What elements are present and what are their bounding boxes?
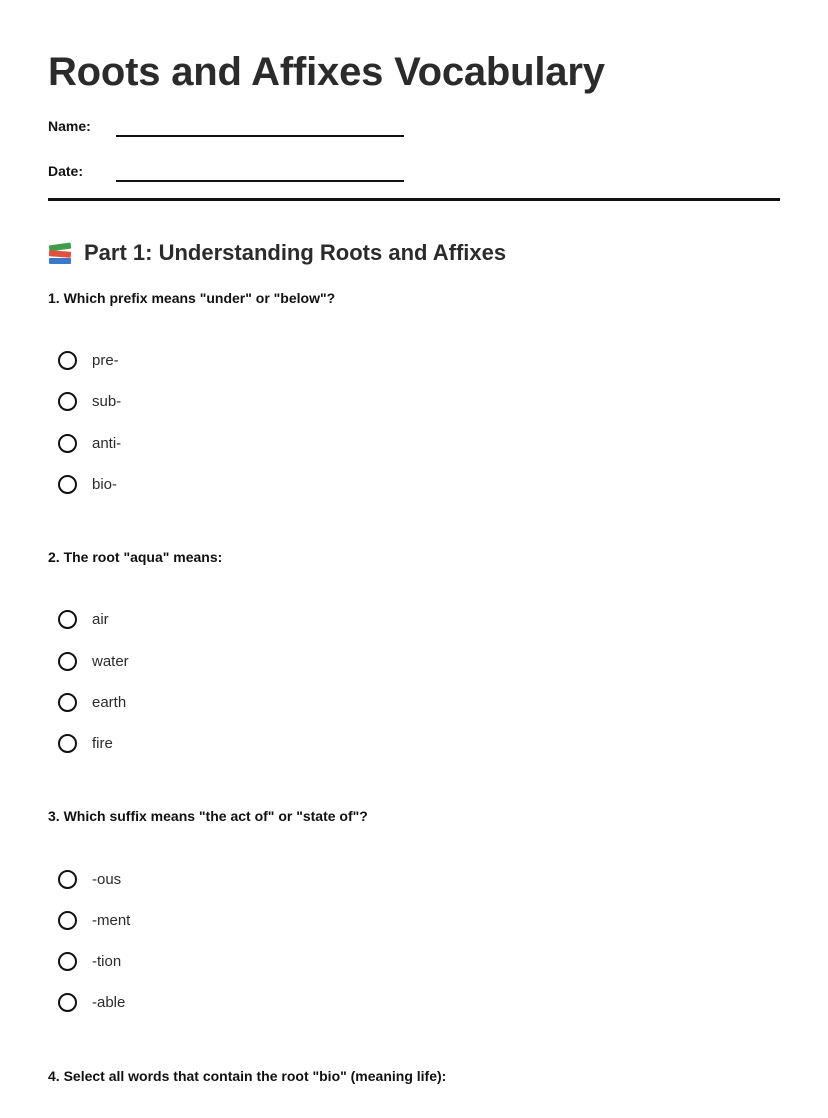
option-earth[interactable] xyxy=(48,682,780,723)
question-4 xyxy=(48,1067,780,1085)
option-ment[interactable] xyxy=(48,900,780,941)
radio-button[interactable] xyxy=(58,734,77,753)
question-1-options xyxy=(48,340,780,505)
option-label: water xyxy=(92,652,129,670)
question-3-options xyxy=(48,858,780,1023)
question-2-text: 2. The root "aqua" means: xyxy=(48,549,223,566)
radio-button[interactable] xyxy=(58,434,77,453)
books-icon xyxy=(48,241,74,265)
option-label: fire xyxy=(92,735,113,753)
question-3-text: 3. Which suffix means "the act of" or "state of"? xyxy=(48,808,368,825)
option-label: -ous xyxy=(92,870,122,888)
option-label: earth xyxy=(92,693,127,711)
option-tion[interactable] xyxy=(48,941,780,982)
option-label: sub- xyxy=(92,393,122,411)
option-label: pre- xyxy=(92,352,119,370)
section-title xyxy=(48,239,780,267)
radio-button[interactable] xyxy=(58,693,77,712)
option-label: -able xyxy=(92,994,126,1012)
option-sub[interactable] xyxy=(48,381,780,422)
section-title-text: Part 1: Understanding Roots and Affixes xyxy=(84,240,507,265)
question-1 xyxy=(48,289,780,505)
option-air[interactable] xyxy=(48,599,780,640)
option-label: -tion xyxy=(92,953,122,971)
question-2-options xyxy=(48,599,780,764)
radio-button[interactable] xyxy=(58,351,77,370)
radio-button[interactable] xyxy=(58,652,77,671)
radio-button[interactable] xyxy=(58,870,77,889)
radio-button[interactable] xyxy=(58,610,77,629)
name-input-line[interactable] xyxy=(116,135,404,137)
radio-button[interactable] xyxy=(58,911,77,930)
question-2 xyxy=(48,548,780,764)
option-anti[interactable] xyxy=(48,423,780,464)
date-field xyxy=(48,163,780,208)
radio-button[interactable] xyxy=(58,952,77,971)
option-bio[interactable] xyxy=(48,464,780,505)
question-3 xyxy=(48,807,780,1023)
option-fire[interactable] xyxy=(48,723,780,764)
question-4-text: 4. Select all words that contain the root "bio" (meaning life): xyxy=(48,1067,447,1084)
radio-button[interactable] xyxy=(58,475,77,494)
option-label: bio- xyxy=(92,476,118,494)
page-title: Roots and Affixes Vocabulary xyxy=(48,50,605,94)
option-label: anti- xyxy=(92,434,122,452)
option-able[interactable] xyxy=(48,982,780,1023)
question-1-text: 1. Which prefix means "under" or "below"? xyxy=(48,290,336,306)
option-label: air xyxy=(92,611,109,629)
date-label: Date: xyxy=(48,163,84,179)
name-label: Name: xyxy=(48,118,91,134)
option-ous[interactable] xyxy=(48,858,780,899)
radio-button[interactable] xyxy=(58,392,77,411)
name-field xyxy=(48,118,780,163)
date-input-line[interactable] xyxy=(116,180,404,182)
option-label: -ment xyxy=(92,911,131,929)
radio-button[interactable] xyxy=(58,993,77,1012)
option-water[interactable] xyxy=(48,640,780,681)
option-pre[interactable] xyxy=(48,340,780,381)
